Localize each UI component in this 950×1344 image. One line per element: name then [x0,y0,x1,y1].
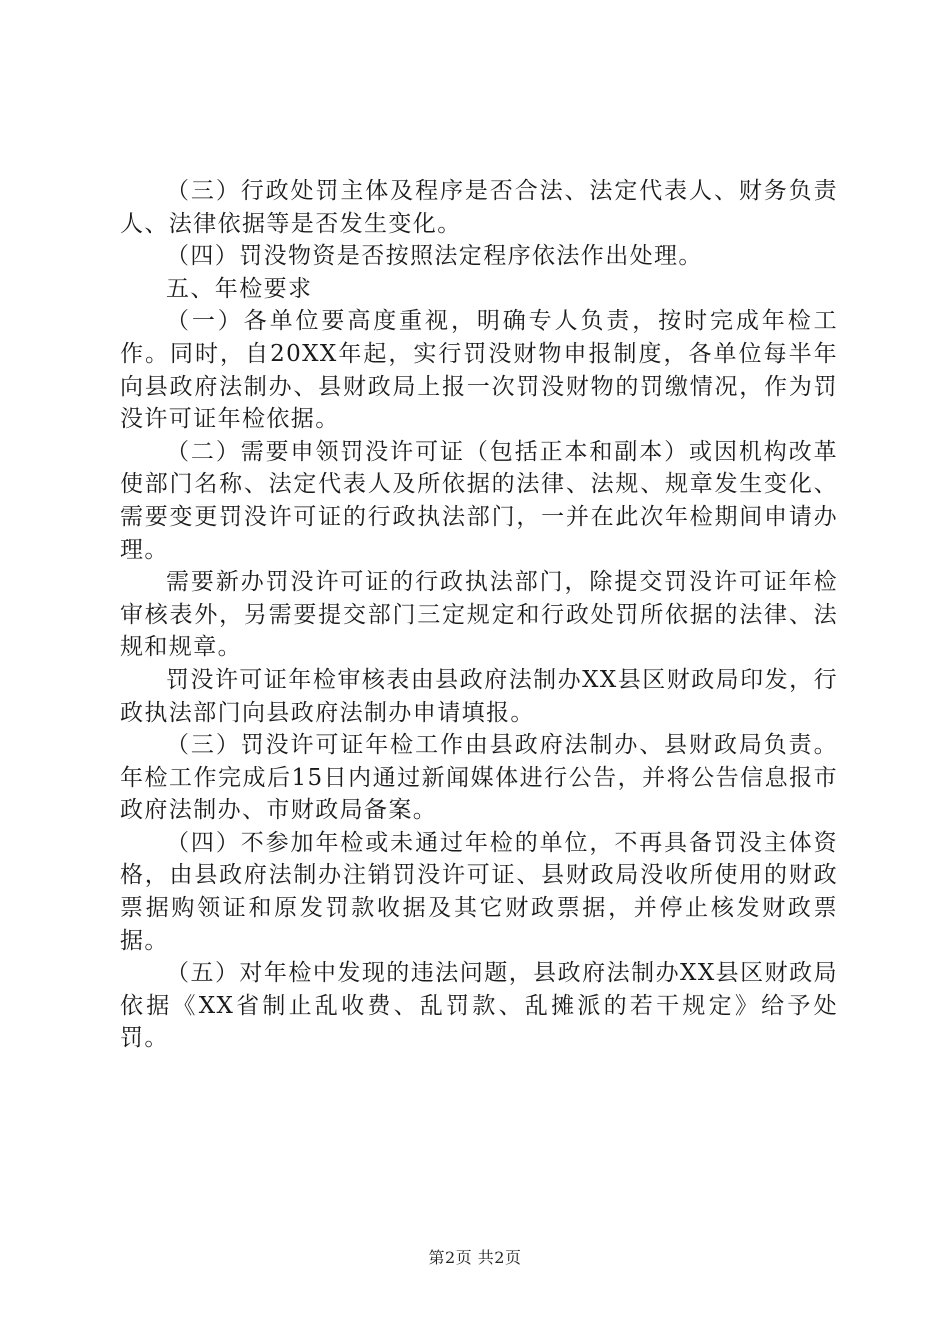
document-body [120,175,838,1055]
paragraph-section-4-confiscated-goods: （四）罚没物资是否按照法定程序依法作出处理。 [166,243,703,270]
paragraph-new-permit: 需要新办罚没许可证的行政执法部门，除提交罚没许可证年检审核表外，另需要提交部门三定规定和行政处罚所依据的法律、法规和规章。 [120,569,838,661]
paragraph-requirement-4: （四）不参加年检或未通过年检的单位，不再具备罚没主体资格，由县政府法制办注销罚没许可证、县财政局没收所使用的财政票据购领证和原发罚款收据及其它财政票据，并停止核发财政票据。 [120,829,838,954]
section-heading-annual-inspection-requirements: 五、年检要求 [166,275,313,302]
paragraph-requirement-3: （三）罚没许可证年检工作由县政府法制办、县财政局负责。年检工作完成后15日内通过新闻媒体进行公告，并将公告信息报市政府法制办、市财政局备案。 [120,732,838,824]
paragraph-requirement-1: （一）各单位要高度重视，明确专人负责，按时完成年检工作。同时，自20XX年起，实行罚没财物申报制度，各单位每半年向县政府法制办、县财政局上报一次罚没财物的罚缴情况，作为罚没许可证年检依据。 [120,308,838,433]
paragraph-requirement-5: （五）对年检中发现的违法问题，县政府法制办XX县区财政局依据《XX省制止乱收费、乱罚款、乱摊派的若干规定》给予处罚。 [120,960,838,1052]
page-number-footer: 第2页 共2页 [428,1248,522,1267]
paragraph-section-3-legality: （三）行政处罚主体及程序是否合法、法定代表人、财务负责人、法律依据等是否发生变化。 [120,178,838,237]
paragraph-review-form: 罚没许可证年检审核表由县政府法制办XX县区财政局印发，行政执法部门向县政府法制办申请填报。 [120,666,838,726]
paragraph-requirement-2: （二）需要申领罚没许可证（包括正本和副本）或因机构改革使部门名称、法定代表人及所依据的法律、法规、规章发生变化、需要变更罚没许可证的行政执法部门，一并在此次年检期间申请办理。 [120,438,838,563]
